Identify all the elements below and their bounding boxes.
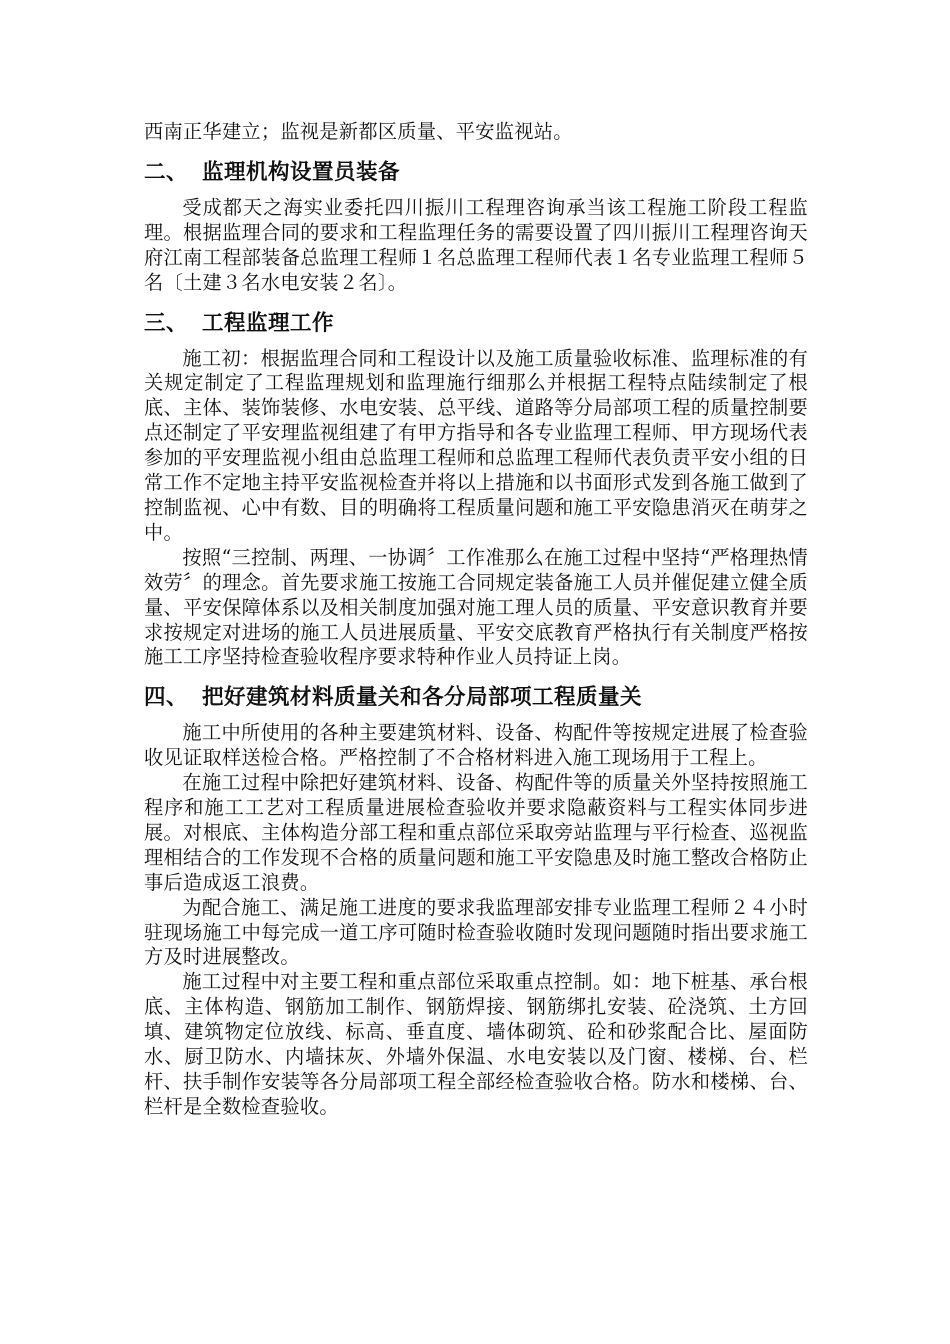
section-heading bbox=[144, 158, 808, 188]
section-heading bbox=[144, 309, 808, 339]
section-title: 工程监理工作 bbox=[202, 310, 335, 336]
document-page bbox=[144, 120, 808, 1120]
paragraph: 施工中所使用的各种主要建筑材料、设备、构配件等按规定进展了检查验收见证取样送检合格。严格控制了不合格材料进入施工现场用于工程上。 bbox=[144, 721, 808, 770]
section-supervision-work bbox=[144, 309, 808, 671]
section-quality-control bbox=[144, 683, 808, 1120]
section-number: 二、 bbox=[144, 159, 189, 185]
section-title: 监理机构设置员装备 bbox=[202, 159, 401, 185]
paragraph: 按照“三控制、两理、一协调〞工作准那么在施工过程中坚持“严格理热情效劳〞的理念。首先要求施工按施工合同规定装备施工人员并催促建立健全质量、平安保障体系以及相关制度加强对施工理人员的质量、平安意识教育并要求按规定对进场的施工人员进展质量、平安交底教育严格执行有关制度严格按施工工序坚持检查验收程序要求特种作业人员持证上岗。 bbox=[144, 545, 808, 669]
section-number: 四、 bbox=[144, 685, 189, 711]
section-staffing bbox=[144, 158, 808, 296]
section-number: 三、 bbox=[144, 310, 189, 336]
paragraph: 受成都天之海实业委托四川振川工程理咨询承当该工程施工阶段工程监理。根据监理合同的要求和工程监理任务的需要设置了四川振川工程理咨询天府江南工程部装备总监理工程师１名总监理工程师代表１名专业监理工程师５名〔土建３名水电安装２名〕。 bbox=[144, 195, 808, 294]
intro-line: 西南正华建立；监视是新都区质量、平安监视站。 bbox=[144, 120, 573, 143]
paragraph: 施工初：根据监理合同和工程设计以及施工质量验收标准、监理标准的有关规定制定了工程监理规划和监理施行细那么并根据工程特点陆续制定了根底、主体、装饰装修、水电安装、总平线、道路等分局部项工程的质量控制要点还制定了平安理监视组建了有甲方指导和各专业监理工程师、甲方现场代表参加的平安理监视小组由总监理工程师和总监理工程师代表负责平安小组的日常工作不定地主持平安监视检查并将以上措施和以书面形式发到各施工做到了控制监视、心中有数、目的明确将工程质量问题和施工平安隐患消灭在萌芽之中。 bbox=[144, 346, 808, 544]
section-title: 把好建筑材料质量关和各分局部项工程质量关 bbox=[202, 685, 643, 711]
section-heading bbox=[144, 683, 808, 713]
paragraph: 为配合施工、满足施工进度的要求我监理部安排专业监理工程师２４小时驻现场施工中每完成一道工序可随时检查验收随时发现问题随时指出要求施工方及时进展整改。 bbox=[144, 895, 808, 969]
paragraph: 施工过程中对主要工程和重点部位采取重点控制。如：地下桩基、承台根底、主体构造、钢筋加工制作、钢筋焊接、钢筋绑扎安装、砼浇筑、土方回填、建筑物定位放线、标高、垂直度、墙体砌筑、砼和砂浆配合比、屋面防水、厨卫防水、内墙抹灰、外墙外保温、水电安装以及门窗、楼梯、台、栏杆、扶手制作安装等各分局部项工程全部经检查验收合格。防水和楼梯、台、栏杆是全数检查验收。 bbox=[144, 970, 808, 1118]
paragraph: 在施工过程中除把好建筑材料、设备、构配件等的质量关外坚持按照施工程序和施工工艺对工程质量进展检查验收并要求隐蔽资料与工程实体同步进展。对根底、主体构造分部工程和重点部位采取旁站监理与平行检查、巡视监理相结合的工作发现不合格的质量问题和施工平安隐患及时施工整改合格防止事后造成返工浪费。 bbox=[144, 771, 808, 894]
